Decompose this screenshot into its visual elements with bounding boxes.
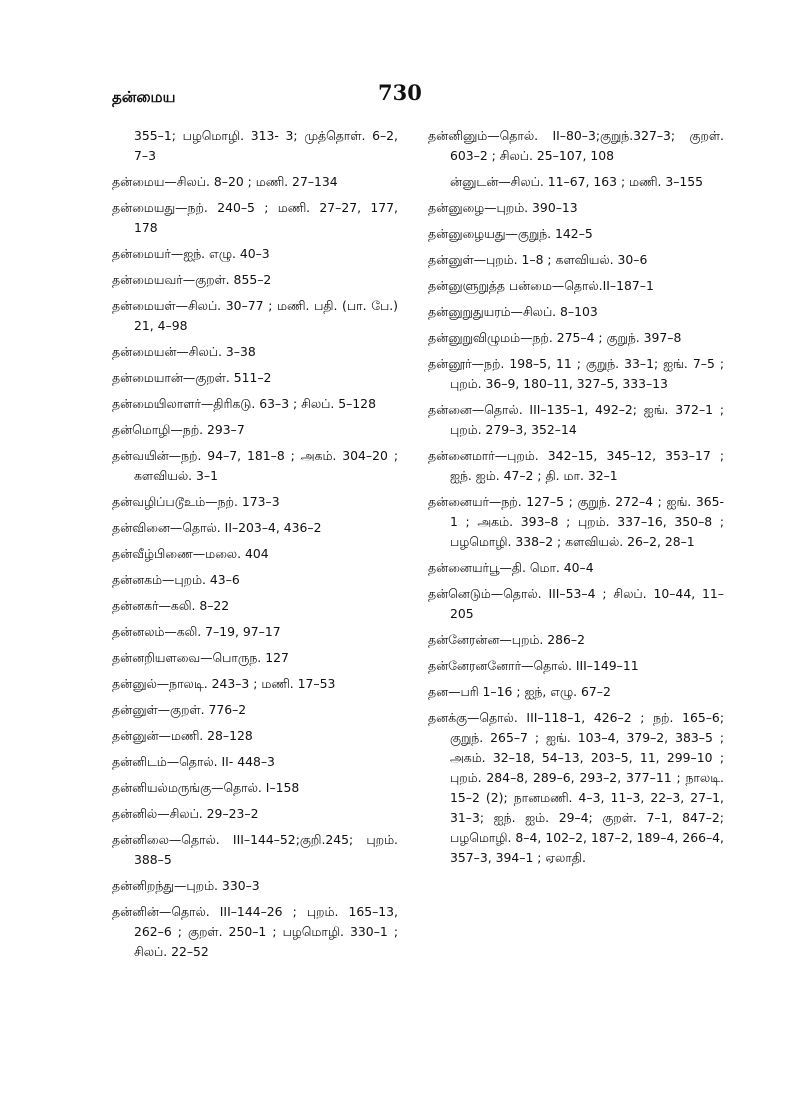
index-entry: தன்னுளுறுத்த பன்மை—தொல்.II–187–1	[428, 278, 654, 293]
index-entry-continuation: ன்னுடன்—சிலப். 11–67, 163 ; மணி. 3–155	[450, 174, 704, 189]
index-entry-continuation: 355–1; பழமொழி. 313- 3; முத்தொள். 6–2, 7–3	[134, 128, 398, 163]
index-entry: தன்மையான்—குறள். 511–2	[112, 370, 272, 385]
index-entry: தன்வீழ்பிணை—மலை. 404	[112, 546, 269, 561]
index-entry: தன்னறியளவை—பொருந. 127	[112, 650, 289, 665]
index-entry: தன்னைமார்—புறம். 342–15, 345–12, 353–17 ; ஐந். ஐம். 47–2 ; தி. மா. 32–1	[428, 448, 724, 483]
index-entry: தன்னெடும்—தொல். III–53–4 ; சிலப். 10–44, 11–205	[428, 586, 724, 621]
index-entry: தன—பரி 1–16 ; ஐந், எழு. 67–2	[428, 684, 611, 699]
index-entry: தன்னிறந்து—புறம். 330–3	[112, 878, 260, 893]
page-header	[0, 78, 800, 118]
index-entry: தன்மையர்—ஐந். எழு. 40–3	[112, 246, 270, 261]
index-entry: தன்மையவர்—குறள். 855–2	[112, 272, 272, 287]
index-entry: தன்னிடம்—தொல். II- 448–3	[112, 754, 275, 769]
index-entry: தன்னில்—சிலப். 29–23–2	[112, 806, 259, 821]
index-entry: தன்னுறுவிழுமம்—நற். 275–4 ; குறுந். 397–8	[428, 330, 682, 345]
index-entry: தன்னையர்—நற். 127–5 ; குறுந். 272–4 ; ஐங். 365- 1 ; அகம். 393–8 ; புறம். 337–16, 350–8 ; பழமொழி. 338–2 ; களவியல். 26–2, 28–1	[428, 494, 724, 549]
index-entry: தனக்கு—தொல். III–118–1, 426–2 ; நற். 165–6; குறுந். 265–7 ; ஐங். 103–4, 379–2, 383–5 ; அகம். 32–18, 54–13, 203–5, 11, 299–10 ; புறம். 284–8, 289–6, 293–2, 377–11 ; நாலடி. 15–2 (2); நானமணி. 4–3, 11–3, 22–3, 27–1, 31–3; ஐந். ஐம். 29–4; குறள். 7–1, 847–2; பழமொழி. 8–4, 102–2, 187–2, 189–4, 266–4, 357–3, 394–1 ; ஏலாதி.	[428, 710, 724, 865]
index-entry: தன்வழிப்படூஉம்—நற். 173–3	[112, 494, 280, 509]
index-entry: தன்னியல்மருங்கு—தொல். I–158	[112, 780, 300, 795]
index-entry: தன்னகம்—புறம். 43–6	[112, 572, 240, 587]
index-entry: தன்னகர்—கலி. 8–22	[112, 598, 230, 613]
left-column	[112, 126, 398, 968]
index-entry: தன்வினை—தொல். II–203–4, 436–2	[112, 520, 322, 535]
index-entry: தன்னை—தொல். III–135–1, 492–2; ஐங். 372–1 ; புறம். 279–3, 352–14	[428, 402, 724, 437]
index-entry: தன்னுள்—குறள். 776–2	[112, 702, 247, 717]
running-headword: தன்மைய	[112, 88, 176, 106]
index-entry: தன்னுழை—புறம். 390–13	[428, 200, 578, 215]
index-entry: தன்னூர்—நற். 198–5, 11 ; குறுந். 33–1; ஐங். 7–5 ; புறம். 36–9, 180–11, 327–5, 333–13	[428, 356, 724, 391]
page-number: 730	[378, 80, 422, 105]
index-entry: தன்மையது—நற். 240–5 ; மணி. 27–27, 177, 178	[112, 200, 398, 235]
index-entry: தன்னேரன்ன—புறம். 286–2	[428, 632, 585, 647]
index-entry: தன்னினும்—தொல். II–80–3;குறுந்.327–3; குறள். 603–2 ; சிலப். 25–107, 108	[428, 128, 724, 163]
index-entry: தன்னின்—தொல். III–144–26 ; புறம். 165–13, 262–6 ; குறள். 250–1 ; பழமொழி. 330–1 ; சிலப். 22–52	[112, 904, 398, 959]
index-entry: தன்னுறுதுயரம்—சிலப். 8–103	[428, 304, 598, 319]
index-entry: தன்னிலை—தொல். III–144–52;குறி.245; புறம். 388–5	[112, 832, 398, 867]
index-entry: தன்மையன்—சிலப். 3–38	[112, 344, 256, 359]
index-entry: தன்னுல்—நாலடி. 243–3 ; மணி. 17–53	[112, 676, 336, 691]
index-entry: தன்மொழி—நற். 293–7	[112, 422, 245, 437]
index-entry: தன்னுள்—புறம். 1–8 ; களவியல். 30–6	[428, 252, 648, 267]
index-entry: தன்னலம்—கலி. 7–19, 97–17	[112, 624, 281, 639]
right-column	[428, 126, 724, 874]
index-entry: தன்னேரனனோர்—தொல். III–149–11	[428, 658, 639, 673]
index-entry: தன்மையிலாளர்—திரிகடு. 63–3 ; சிலப். 5–128	[112, 396, 376, 411]
index-entry: தன்னையர்பூ—தி. மொ. 40–4	[428, 560, 594, 575]
index-entry: தன்மைய—சிலப். 8–20 ; மணி. 27–134	[112, 174, 338, 189]
index-entry: தன்னுன்—மணி. 28–128	[112, 728, 253, 743]
index-entry: தன்மையள்—சிலப். 30–77 ; மணி. பதி. (பா. பே.) 21, 4–98	[112, 298, 398, 333]
index-entry: தன்னுழையது—குறுந். 142–5	[428, 226, 593, 241]
index-entry: தன்வயின்—நற். 94–7, 181–8 ; அகம். 304–20 ; களவியல். 3–1	[112, 448, 398, 483]
